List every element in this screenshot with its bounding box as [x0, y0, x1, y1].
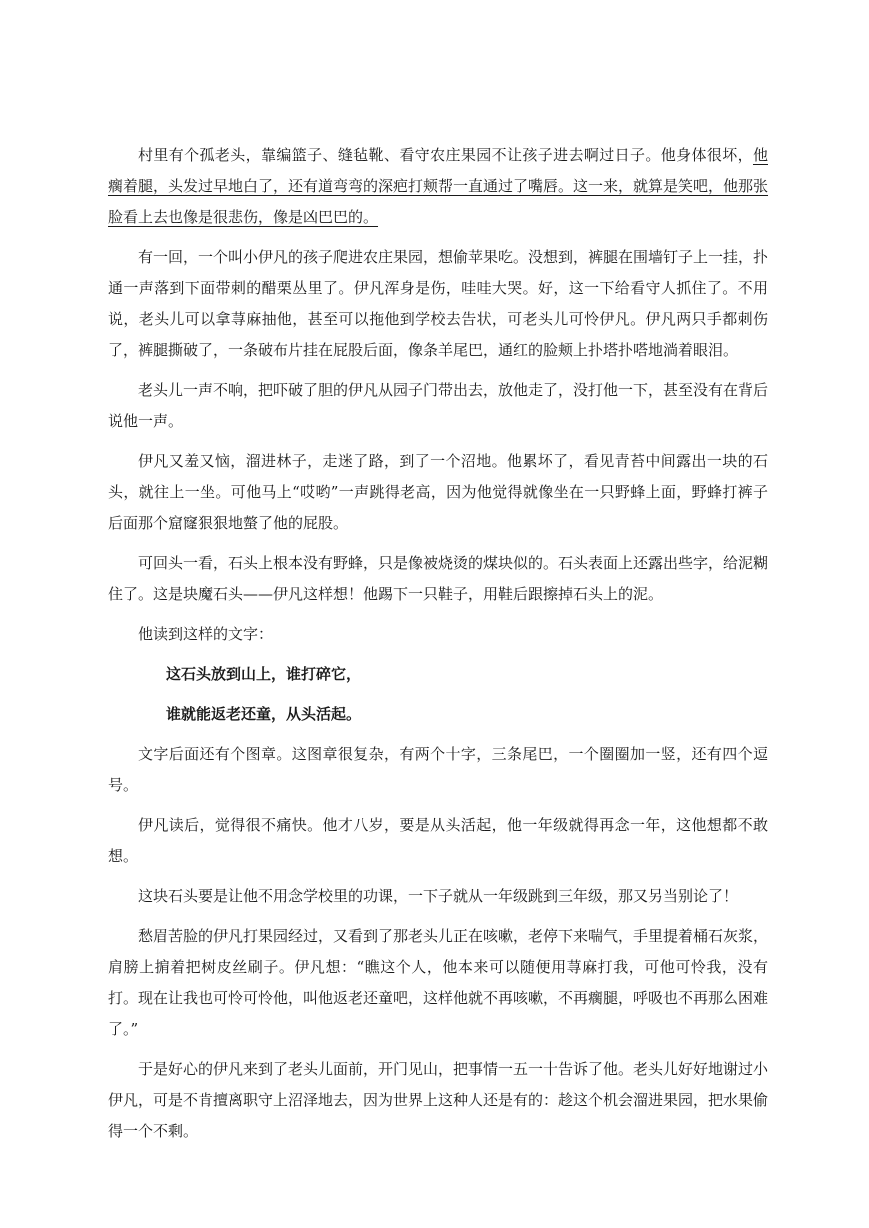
- paragraph-5: 可回头一看，石头上根本没有野蜂，只是像被烧烫的煤块似的。石头表面上还露出些字，给泥糊住了。这是块魔石头——伊凡这样想！他踢下一只鞋子，用鞋后跟擦掉石头上的泥。: [108, 554, 769, 603]
- verse-line-1: 这石头放到山上，谁打碎它，: [166, 665, 362, 683]
- paragraph-11: 于是好心的伊凡来到了老头儿面前，开门见山，把事情一五一十告诉了他。老头儿好好地谢过小伊凡，可是不肯擅离职守上沼泽地去，因为世界上这种人还是有的：趁这个机会溜进果园，把水果偷得一个不剩。: [108, 1060, 769, 1140]
- paragraph-10: 愁眉苦脸的伊凡打果园经过，又看到了那老头儿正在咳嗽，老停下来喘气，手里提着桶石灰浆，肩膀上掮着把树皮丝刷子。伊凡想：“瞧这个人，他本来可以随便用荨麻打我，可他可怜我，没有打。现在让我也可怜可怜他，叫他返老还童吧，这样他就不再咳嗽，不再瘸腿，呼吸也不再那么困难了。”: [108, 927, 769, 1038]
- paragraph-9: 这块石头要是让他不用念学校里的功课，一下子就从一年级跳到三年级，那又另当别论了！: [138, 887, 739, 905]
- paragraph-7: 文字后面还有个图章。这图章很复杂，有两个十字，三条尾巴，一个圈圈加一竖，还有四个逗号。: [108, 745, 768, 794]
- paragraph-6: 他读到这样的文字：: [138, 625, 274, 643]
- paragraph-1: [108, 140, 768, 233]
- verse-line-2: 谁就能返老还童，从头活起。: [166, 705, 362, 723]
- paragraph-2: 有一回，一个叫小伊凡的孩子爬进农庄果园，想偷苹果吃。没想到，裤腿在围墙钉子上一挂，扑通一声落到下面带刺的醋栗丛里了。伊凡浑身是伤，哇哇大哭。好，这一下给看守人抓住了。不用说，老头儿可以拿荨麻抽他，甚至可以拖他到学校去告状，可老头儿可怜伊凡。伊凡两只手都刺伤了，裤腿撕破了，一条破布片挂在屁股后面，像条羊尾巴，通红的脸颊上扑塔扑嗒地淌着眼泪。: [108, 248, 769, 359]
- underlined-text: 他瘸着腿，头发过早地白了，还有道弯弯的深疤打颊帮一直通过了嘴唇。这一来，就算是笑吧，他那张脸看上去也像是很悲伤，像是凶巴巴的。: [108, 146, 769, 226]
- paragraph-1-text: 村里有个孤老头，靠编篮子、缝毡靴、看守农庄果园不让孩子进去啊过日子。他身体很坏，: [138, 146, 753, 164]
- paragraph-3: 老头儿一声不响，把吓破了胆的伊凡从园子门带出去，放他走了，没打他一下，甚至没有在背后说他一声。: [108, 381, 769, 430]
- paragraph-4: 伊凡又羞又恼，溜进林子，走迷了路，到了一个沼地。他累坏了，看见青苔中间露出一块的石头，就往上一坐。可他马上“哎哟”一声跳得老高，因为他觉得就像坐在一只野蜂上面，野蜂打裤子后面那个窟窿狠狠地螫了他的屁股。: [108, 452, 768, 532]
- document-page: [108, 140, 768, 1156]
- paragraph-8: 伊凡读后，觉得很不痛快。他才八岁，要是从头活起，他一年级就得再念一年，这他想都不敢想。: [108, 816, 768, 865]
